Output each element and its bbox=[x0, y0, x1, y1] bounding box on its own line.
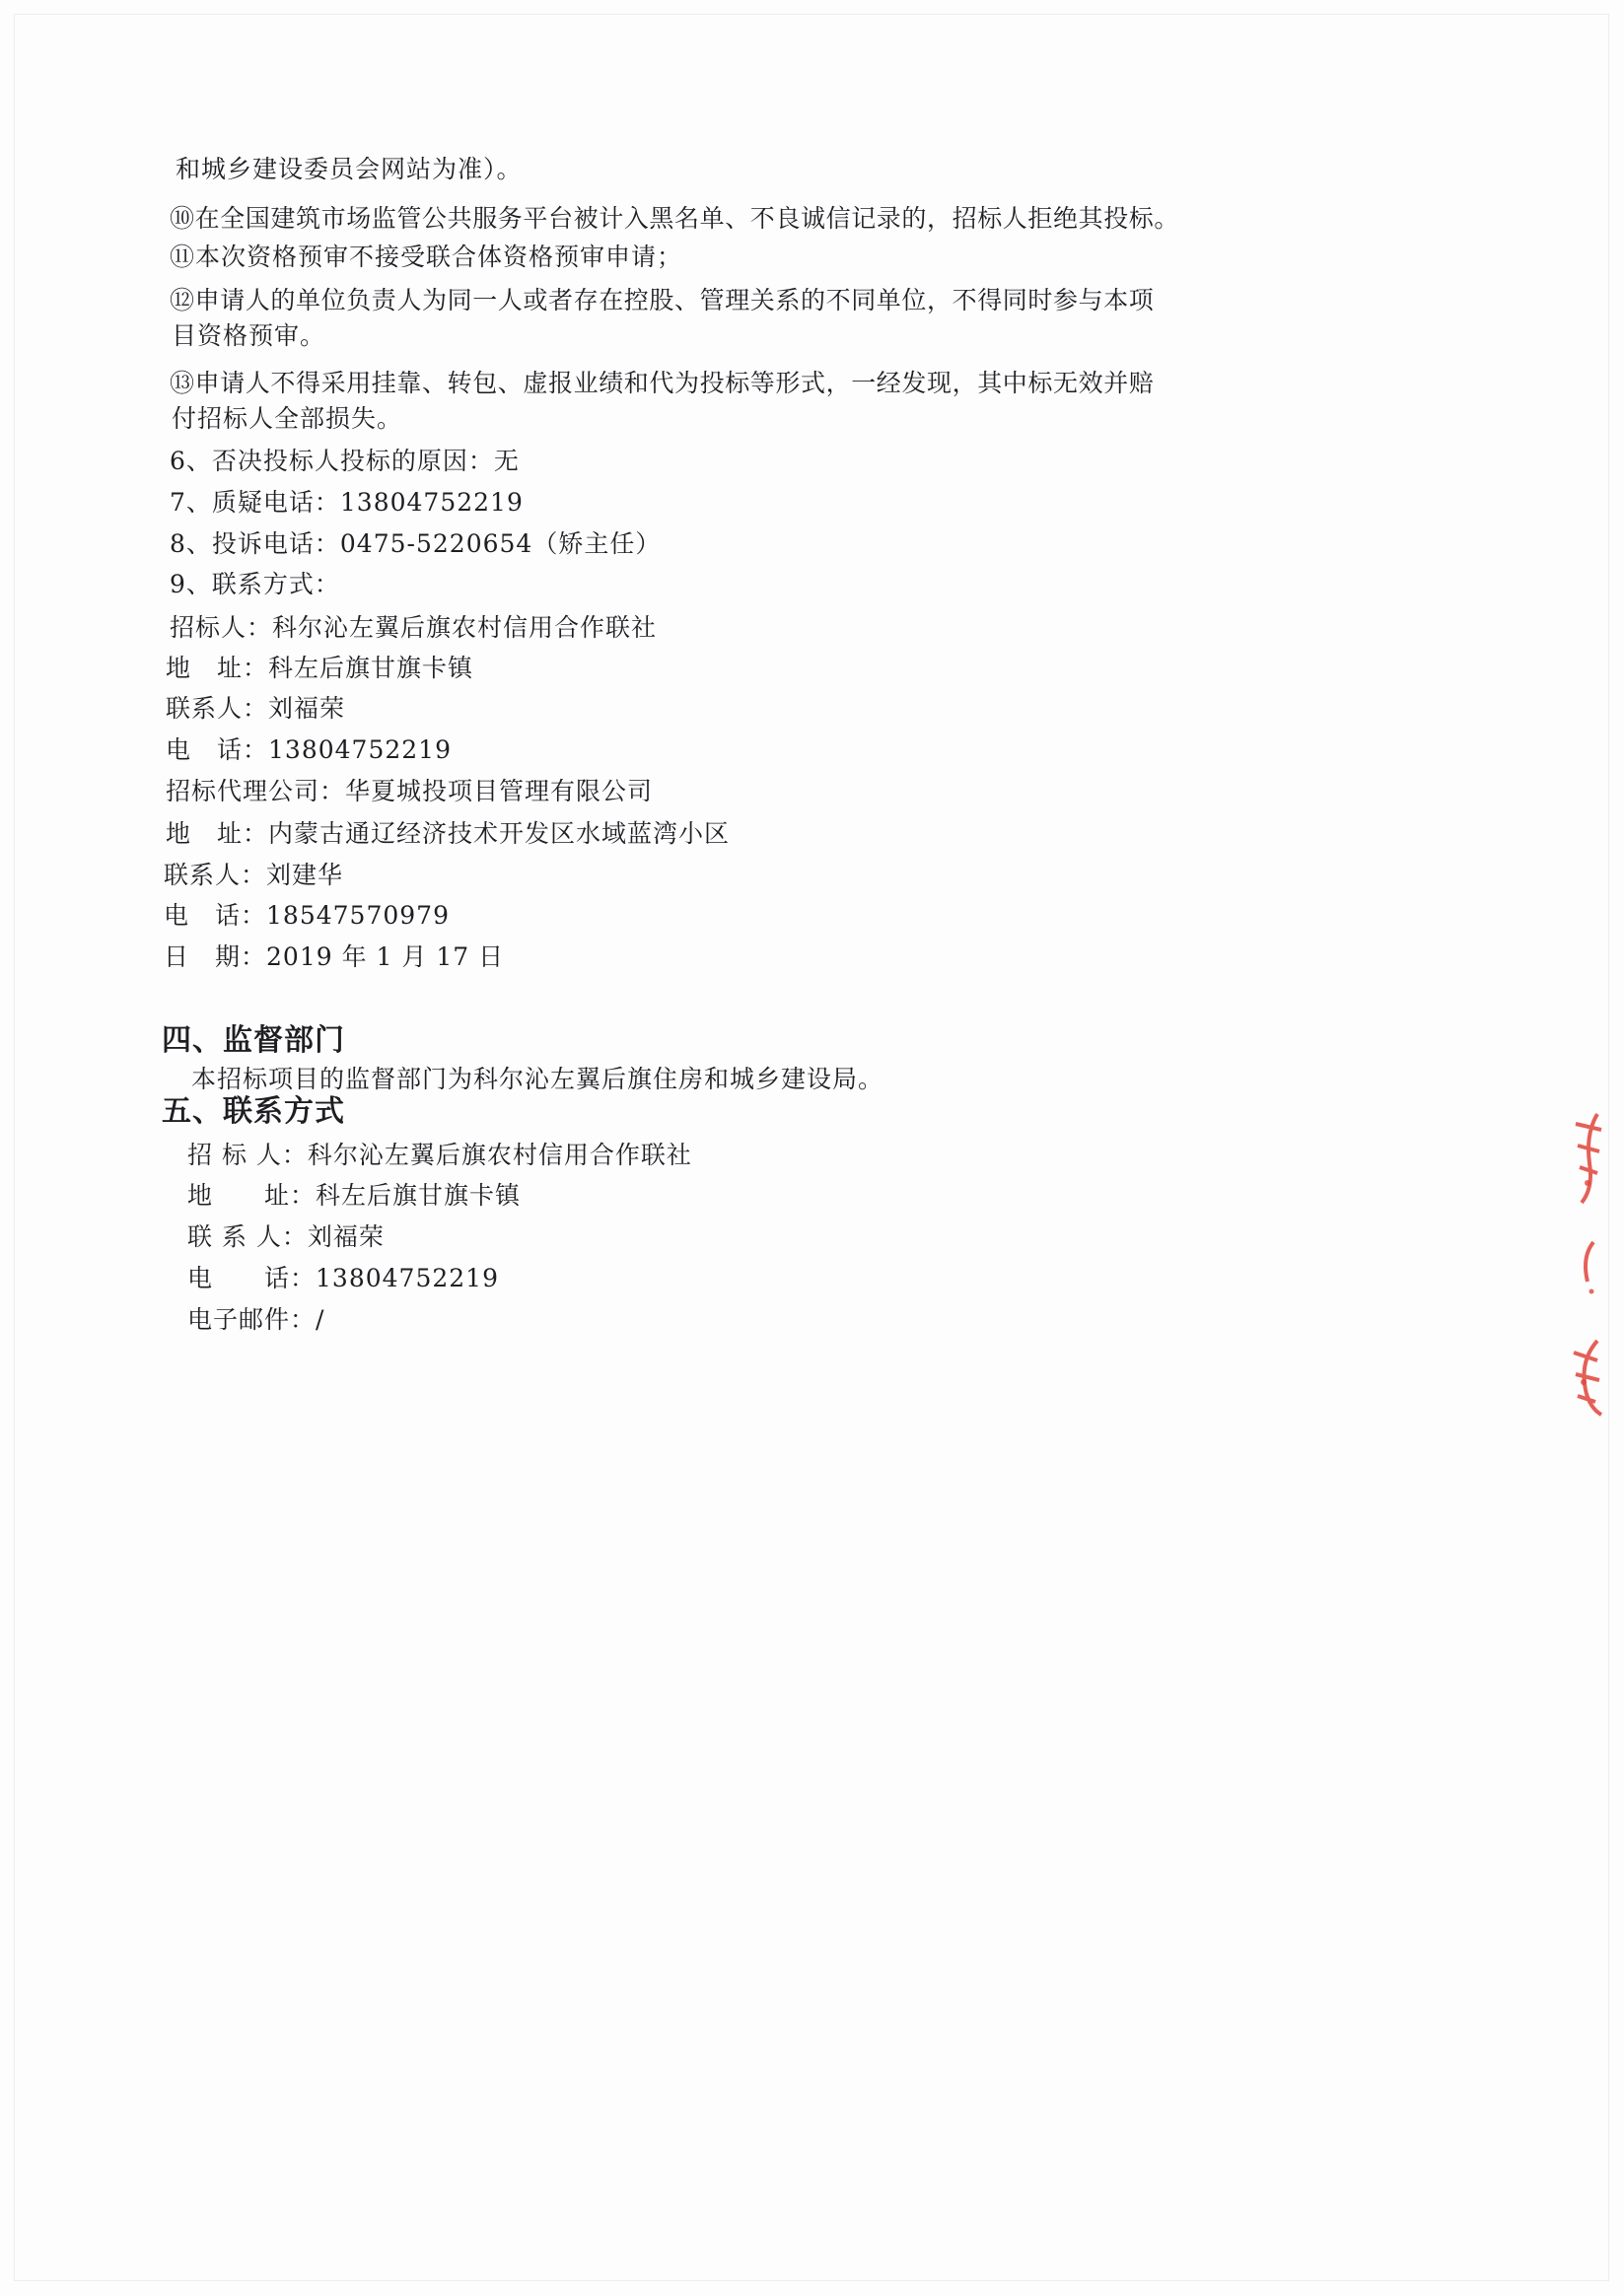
s5-tenderer-row bbox=[187, 1140, 692, 1171]
contact-row bbox=[166, 693, 345, 725]
s5-contact-label: 联 系 人： bbox=[187, 1222, 308, 1251]
agency-row bbox=[166, 776, 653, 807]
s5-phone-row bbox=[187, 1263, 499, 1294]
agency-address-value: 内蒙古通辽经济技术开发区水域蓝湾小区 bbox=[268, 819, 731, 848]
body-line-10: 8、投诉电话：0475-5220654（矫主任） bbox=[170, 529, 662, 558]
tenderer-value: 科尔沁左翼后旗农村信用合作联社 bbox=[272, 613, 658, 642]
s5-address-label: 地 址： bbox=[187, 1181, 317, 1210]
body-line-7: 付招标人全部损失。 bbox=[172, 404, 403, 433]
body-line-8: 6、否决投标人投标的原因：无 bbox=[170, 447, 520, 475]
contact-value: 刘福荣 bbox=[268, 694, 346, 723]
s5-contact-row bbox=[187, 1221, 385, 1253]
body-line-3: ⑪本次资格预审不接受联合体资格预审申请； bbox=[170, 243, 683, 271]
agency-value: 华夏城投项目管理有限公司 bbox=[345, 777, 654, 805]
s5-address-value: 科左后旗甘旗卡镇 bbox=[316, 1181, 522, 1210]
body-line-9: 7、质疑电话：13804752219 bbox=[170, 488, 524, 517]
s5-phone-value: 13804752219 bbox=[316, 1264, 499, 1292]
s5-contact-value: 刘福荣 bbox=[307, 1222, 385, 1251]
agency-address-row bbox=[166, 818, 730, 850]
s5-tenderer-label: 招 标 人： bbox=[187, 1141, 308, 1169]
agency-phone-label: 电 话： bbox=[164, 901, 267, 930]
partial-seal-stamp bbox=[1568, 1094, 1607, 1420]
agency-contact-value: 刘建华 bbox=[266, 861, 344, 889]
s5-phone-label: 电 话： bbox=[187, 1264, 317, 1292]
s5-email-label: 电子邮件： bbox=[187, 1305, 317, 1334]
body-line-6: ⑬申请人不得采用挂靠、转包、虚报业绩和代为投标等形式，一经发现，其中标无效并赔 bbox=[170, 369, 1155, 397]
tenderer-row bbox=[170, 612, 657, 644]
s5-address-row bbox=[187, 1180, 521, 1212]
body-line-2: ⑩在全国建筑市场监管公共服务平台被计入黑名单、不良诚信记录的，招标人拒绝其投标。 bbox=[170, 204, 1180, 233]
date-row bbox=[164, 941, 504, 973]
body-line-1: 和城乡建设委员会网站为准）。 bbox=[176, 155, 523, 183]
phone-label: 电 话： bbox=[166, 735, 269, 764]
tenderer-label: 招标人： bbox=[170, 613, 273, 642]
contact-label: 联系人： bbox=[166, 694, 269, 723]
agency-phone-value: 18547570979 bbox=[266, 901, 450, 930]
body-line-4: ⑫申请人的单位负责人为同一人或者存在控股、管理关系的不同单位，不得同时参与本项 bbox=[170, 286, 1155, 314]
s5-tenderer-value: 科尔沁左翼后旗农村信用合作联社 bbox=[307, 1141, 692, 1169]
body-line-5: 目资格预审。 bbox=[172, 321, 326, 350]
s5-email-row bbox=[187, 1304, 324, 1336]
agency-address-label: 地 址： bbox=[166, 819, 269, 848]
phone-value: 13804752219 bbox=[268, 735, 452, 764]
section4-text: 本招标项目的监督部门为科尔沁左翼后旗住房和城乡建设局。 bbox=[191, 1065, 884, 1093]
section5-heading: 五、联系方式 bbox=[162, 1094, 345, 1129]
body-line-11: 9、联系方式： bbox=[170, 570, 340, 598]
section4-heading: 四、监督部门 bbox=[162, 1023, 345, 1058]
s5-email-value: / bbox=[316, 1305, 325, 1334]
date-label: 日 期： bbox=[164, 942, 267, 971]
agency-contact-label: 联系人： bbox=[164, 861, 267, 889]
address-value: 科左后旗甘旗卡镇 bbox=[268, 654, 474, 682]
address-row bbox=[166, 653, 473, 684]
agency-label: 招标代理公司： bbox=[166, 777, 346, 805]
phone-row bbox=[166, 734, 452, 766]
address-label: 地 址： bbox=[166, 654, 269, 682]
agency-contact-row bbox=[164, 860, 343, 891]
agency-phone-row bbox=[164, 900, 450, 932]
date-value: 2019 年 1 月 17 日 bbox=[266, 942, 505, 971]
